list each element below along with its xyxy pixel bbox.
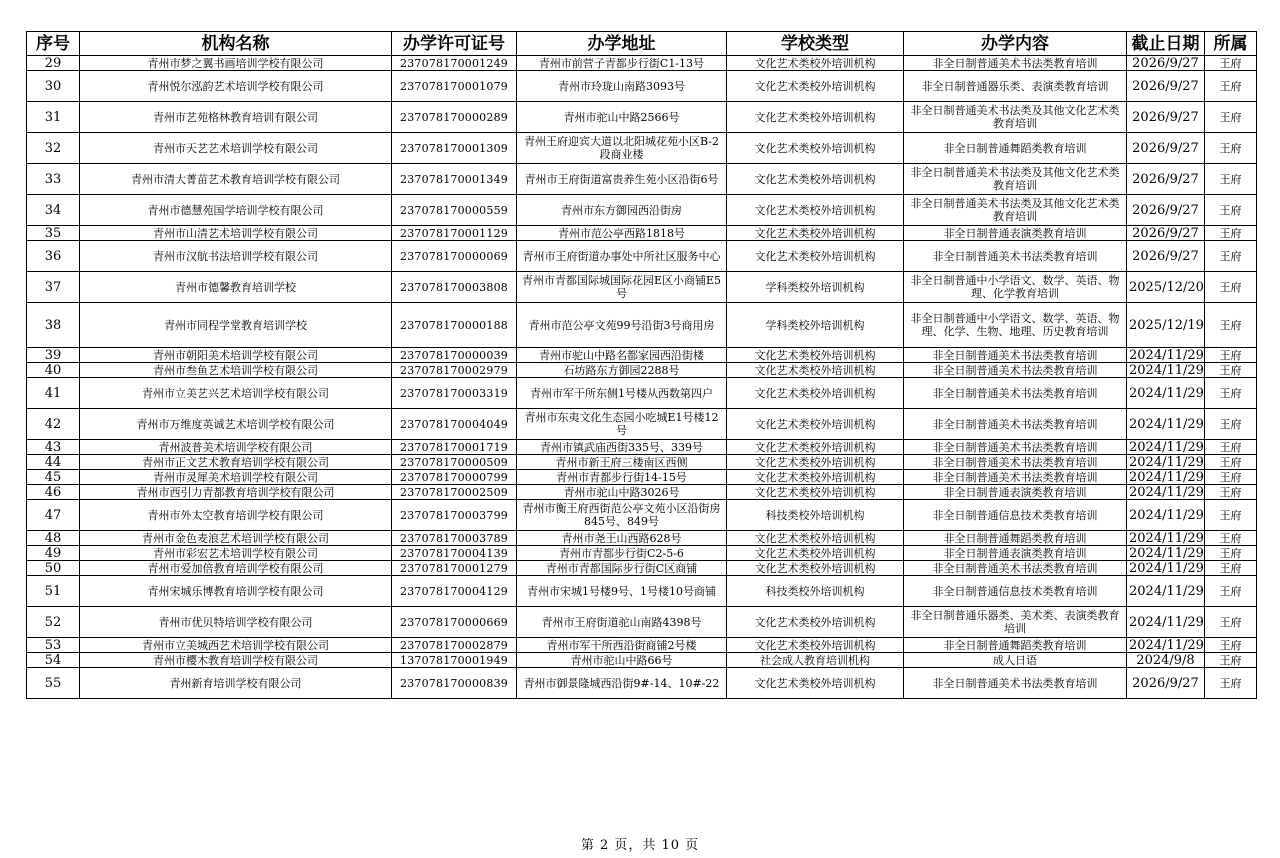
header-name: 机构名称 — [80, 32, 392, 56]
cell-seq: 38 — [27, 303, 80, 348]
cell-address: 青州市王府街道富贵养生苑小区沿街6号 — [517, 164, 727, 195]
cell-type: 科技类校外培训机构 — [727, 500, 904, 531]
cell-affiliation: 王府 — [1205, 440, 1257, 455]
table-row — [27, 485, 1257, 500]
cell-address: 青州市青都国际步行街C区商铺 — [517, 561, 727, 576]
cell-affiliation: 王府 — [1205, 71, 1257, 102]
cell-affiliation: 王府 — [1205, 164, 1257, 195]
cell-date: 2024/11/29 — [1127, 348, 1205, 363]
cell-date: 2026/9/27 — [1127, 226, 1205, 241]
table-row — [27, 440, 1257, 455]
table-row — [27, 576, 1257, 607]
cell-address: 青州市王府街道驼山南路4398号 — [517, 607, 727, 638]
cell-date: 2024/11/29 — [1127, 440, 1205, 455]
cell-date: 2024/11/29 — [1127, 378, 1205, 409]
table-row — [27, 71, 1257, 102]
cell-seq: 52 — [27, 607, 80, 638]
cell-seq: 50 — [27, 561, 80, 576]
cell-license: 237078170003319 — [392, 378, 517, 409]
cell-date: 2024/11/29 — [1127, 500, 1205, 531]
cell-license: 237078170000839 — [392, 668, 517, 699]
cell-type: 学科类校外培训机构 — [727, 303, 904, 348]
cell-type: 文化艺术类校外培训机构 — [727, 409, 904, 440]
cell-name: 青州市德慧苑国学培训学校有限公司 — [80, 195, 392, 226]
cell-address: 青州市前营子青都步行街C1-13号 — [517, 56, 727, 71]
cell-license: 237078170000188 — [392, 303, 517, 348]
cell-name: 青州市天艺艺术培训学校有限公司 — [80, 133, 392, 164]
cell-date: 2024/9/8 — [1127, 653, 1205, 668]
cell-content: 非全日制普通美术书法类教育培训 — [904, 668, 1127, 699]
cell-address: 石坊路东方御园2288号 — [517, 363, 727, 378]
cell-type: 文化艺术类校外培训机构 — [727, 638, 904, 653]
cell-type: 文化艺术类校外培训机构 — [727, 363, 904, 378]
cell-address: 青州市东夷文化生态园小吃城E1号楼12号 — [517, 409, 727, 440]
table-row — [27, 500, 1257, 531]
cell-content: 非全日制普通信息技术类教育培训 — [904, 576, 1127, 607]
header-content: 办学内容 — [904, 32, 1127, 56]
table-row — [27, 607, 1257, 638]
cell-content: 非全日制普通舞蹈类教育培训 — [904, 133, 1127, 164]
cell-address: 青州市驼山中路3026号 — [517, 485, 727, 500]
cell-content: 非全日制普通中小学语文、数学、英语、物理、化学教育培训 — [904, 272, 1127, 303]
cell-address: 青州市玲珑山南路3093号 — [517, 71, 727, 102]
cell-date: 2024/11/29 — [1127, 638, 1205, 653]
institution-table — [26, 31, 1257, 699]
cell-content: 非全日制普通美术书法类及其他文化艺术类教育培训 — [904, 195, 1127, 226]
cell-type: 文化艺术类校外培训机构 — [727, 226, 904, 241]
cell-type: 文化艺术类校外培训机构 — [727, 71, 904, 102]
cell-name: 青州市立美城西艺术培训学校有限公司 — [80, 638, 392, 653]
cell-date: 2026/9/27 — [1127, 71, 1205, 102]
cell-date: 2026/9/27 — [1127, 133, 1205, 164]
cell-name: 青州市优贝特培训学校有限公司 — [80, 607, 392, 638]
cell-seq: 43 — [27, 440, 80, 455]
cell-affiliation: 王府 — [1205, 348, 1257, 363]
cell-date: 2024/11/29 — [1127, 576, 1205, 607]
cell-type: 科技类校外培训机构 — [727, 576, 904, 607]
cell-affiliation: 王府 — [1205, 653, 1257, 668]
table-row — [27, 164, 1257, 195]
cell-type: 文化艺术类校外培训机构 — [727, 195, 904, 226]
cell-name: 青州市清大菁苗艺术教育培训学校有限公司 — [80, 164, 392, 195]
cell-license: 237078170001349 — [392, 164, 517, 195]
cell-date: 2026/9/27 — [1127, 241, 1205, 272]
cell-content: 非全日制普通美术书法类及其他文化艺术类教育培训 — [904, 164, 1127, 195]
cell-date: 2024/11/29 — [1127, 485, 1205, 500]
cell-license: 237078170004049 — [392, 409, 517, 440]
cell-name: 青州市汉航书法培训学校有限公司 — [80, 241, 392, 272]
cell-seq: 51 — [27, 576, 80, 607]
cell-name: 青州市艺苑格林教育培训有限公司 — [80, 102, 392, 133]
cell-license: 237078170004139 — [392, 546, 517, 561]
cell-name: 青州市山清艺术培训学校有限公司 — [80, 226, 392, 241]
cell-type: 文化艺术类校外培训机构 — [727, 485, 904, 500]
header-license: 办学许可证号 — [392, 32, 517, 56]
cell-date: 2024/11/29 — [1127, 561, 1205, 576]
cell-seq: 49 — [27, 546, 80, 561]
cell-name: 青州波普美术培训学校有限公司 — [80, 440, 392, 455]
cell-type: 文化艺术类校外培训机构 — [727, 607, 904, 638]
cell-seq: 30 — [27, 71, 80, 102]
cell-date: 2024/11/29 — [1127, 546, 1205, 561]
cell-date: 2026/9/27 — [1127, 102, 1205, 133]
header-affiliation: 所属 — [1205, 32, 1257, 56]
cell-name: 青州市梦之翼书画培训学校有限公司 — [80, 56, 392, 71]
cell-seq: 40 — [27, 363, 80, 378]
cell-address: 青州市驼山中路2566号 — [517, 102, 727, 133]
cell-content: 非全日制普通美术书法类教育培训 — [904, 378, 1127, 409]
table-row — [27, 241, 1257, 272]
cell-name: 青州市金色麦浪艺术培训学校有限公司 — [80, 531, 392, 546]
table-header-row — [27, 32, 1257, 56]
cell-seq: 41 — [27, 378, 80, 409]
cell-date: 2026/9/27 — [1127, 56, 1205, 71]
cell-address: 青州市镇武庙西街335号、339号 — [517, 440, 727, 455]
table-row — [27, 531, 1257, 546]
cell-content: 非全日制普通表演类教育培训 — [904, 226, 1127, 241]
cell-content: 成人日语 — [904, 653, 1127, 668]
cell-type: 文化艺术类校外培训机构 — [727, 56, 904, 71]
cell-address: 青州市衡王府西街范公亭文苑小区沿街房845号、849号 — [517, 500, 727, 531]
table-row — [27, 561, 1257, 576]
cell-content: 非全日制普通乐器类、美术类、表演类教育培训 — [904, 607, 1127, 638]
table-row — [27, 102, 1257, 133]
cell-content: 非全日制普通器乐类、表演类教育培训 — [904, 71, 1127, 102]
cell-content: 非全日制普通中小学语文、数学、英语、物理、化学、生物、地理、历史教育培训 — [904, 303, 1127, 348]
cell-type: 文化艺术类校外培训机构 — [727, 668, 904, 699]
cell-license: 237078170003789 — [392, 531, 517, 546]
cell-affiliation: 王府 — [1205, 470, 1257, 485]
header-date: 截止日期 — [1127, 32, 1205, 56]
header-seq: 序号 — [27, 32, 80, 56]
cell-license: 237078170002979 — [392, 363, 517, 378]
cell-seq: 39 — [27, 348, 80, 363]
cell-affiliation: 王府 — [1205, 409, 1257, 440]
cell-license: 237078170001309 — [392, 133, 517, 164]
cell-affiliation: 王府 — [1205, 607, 1257, 638]
cell-address: 青州市军干所西沿街商铺2号楼 — [517, 638, 727, 653]
table-row — [27, 653, 1257, 668]
cell-affiliation: 王府 — [1205, 561, 1257, 576]
table-row — [27, 363, 1257, 378]
cell-seq: 47 — [27, 500, 80, 531]
cell-name: 青州市叁鱼艺术培训学校有限公司 — [80, 363, 392, 378]
cell-affiliation: 王府 — [1205, 531, 1257, 546]
cell-content: 非全日制普通表演类教育培训 — [904, 485, 1127, 500]
cell-name: 青州市灵犀美术培训学校有限公司 — [80, 470, 392, 485]
cell-license: 237078170000069 — [392, 241, 517, 272]
cell-date: 2025/12/20 — [1127, 272, 1205, 303]
cell-seq: 53 — [27, 638, 80, 653]
cell-type: 文化艺术类校外培训机构 — [727, 531, 904, 546]
cell-seq: 48 — [27, 531, 80, 546]
cell-content: 非全日制普通美术书法类教育培训 — [904, 56, 1127, 71]
cell-affiliation: 王府 — [1205, 500, 1257, 531]
cell-license: 237078170001249 — [392, 56, 517, 71]
cell-type: 文化艺术类校外培训机构 — [727, 133, 904, 164]
cell-affiliation: 王府 — [1205, 56, 1257, 71]
table-row — [27, 303, 1257, 348]
cell-license: 237078170003799 — [392, 500, 517, 531]
cell-name: 青州市同程学堂教育培训学校 — [80, 303, 392, 348]
cell-address: 青州市东方御园西沿街房 — [517, 195, 727, 226]
cell-date: 2024/11/29 — [1127, 531, 1205, 546]
cell-type: 文化艺术类校外培训机构 — [727, 546, 904, 561]
cell-license: 237078170000039 — [392, 348, 517, 363]
cell-date: 2026/9/27 — [1127, 668, 1205, 699]
cell-content: 非全日制普通美术书法类及其他文化艺术类教育培训 — [904, 102, 1127, 133]
cell-license: 237078170004129 — [392, 576, 517, 607]
cell-license: 137078170001949 — [392, 653, 517, 668]
cell-affiliation: 王府 — [1205, 363, 1257, 378]
cell-date: 2026/9/27 — [1127, 164, 1205, 195]
table-row — [27, 272, 1257, 303]
cell-seq: 36 — [27, 241, 80, 272]
cell-affiliation: 王府 — [1205, 102, 1257, 133]
cell-license: 237078170000559 — [392, 195, 517, 226]
table-row — [27, 546, 1257, 561]
cell-affiliation: 王府 — [1205, 485, 1257, 500]
table-row — [27, 56, 1257, 71]
cell-content: 非全日制普通美术书法类教育培训 — [904, 363, 1127, 378]
cell-content: 非全日制普通美术书法类教育培训 — [904, 409, 1127, 440]
cell-type: 文化艺术类校外培训机构 — [727, 470, 904, 485]
cell-affiliation: 王府 — [1205, 378, 1257, 409]
cell-date: 2024/11/29 — [1127, 607, 1205, 638]
cell-date: 2026/9/27 — [1127, 195, 1205, 226]
cell-address: 青州市范公亭西路1818号 — [517, 226, 727, 241]
cell-affiliation: 王府 — [1205, 195, 1257, 226]
table-row — [27, 378, 1257, 409]
cell-date: 2024/11/29 — [1127, 363, 1205, 378]
cell-license: 237078170002509 — [392, 485, 517, 500]
cell-affiliation: 王府 — [1205, 272, 1257, 303]
table-row — [27, 226, 1257, 241]
cell-name: 青州市樱木教育培训学校有限公司 — [80, 653, 392, 668]
cell-content: 非全日制普通美术书法类教育培训 — [904, 561, 1127, 576]
cell-content: 非全日制普通表演类教育培训 — [904, 546, 1127, 561]
cell-type: 文化艺术类校外培训机构 — [727, 455, 904, 470]
cell-seq: 45 — [27, 470, 80, 485]
cell-affiliation: 王府 — [1205, 226, 1257, 241]
cell-name: 青州宋城乐博教育培训学校有限公司 — [80, 576, 392, 607]
cell-date: 2024/11/29 — [1127, 455, 1205, 470]
cell-seq: 29 — [27, 56, 80, 71]
cell-date: 2024/11/29 — [1127, 409, 1205, 440]
cell-type: 文化艺术类校外培训机构 — [727, 348, 904, 363]
cell-type: 社会成人教育培训机构 — [727, 653, 904, 668]
cell-license: 237078170000669 — [392, 607, 517, 638]
cell-seq: 31 — [27, 102, 80, 133]
cell-seq: 32 — [27, 133, 80, 164]
cell-address: 青州市青都步行街14-15号 — [517, 470, 727, 485]
cell-seq: 37 — [27, 272, 80, 303]
cell-content: 非全日制普通美术书法类教育培训 — [904, 455, 1127, 470]
cell-seq: 55 — [27, 668, 80, 699]
cell-type: 文化艺术类校外培训机构 — [727, 102, 904, 133]
cell-address: 青州市青都国际城国际花园E区小商铺E5号 — [517, 272, 727, 303]
cell-seq: 34 — [27, 195, 80, 226]
cell-seq: 35 — [27, 226, 80, 241]
cell-name: 青州悦尔泓韵艺术培训学校有限公司 — [80, 71, 392, 102]
table-row — [27, 409, 1257, 440]
cell-type: 文化艺术类校外培训机构 — [727, 164, 904, 195]
cell-license: 237078170001129 — [392, 226, 517, 241]
table-row — [27, 470, 1257, 485]
cell-name: 青州市爱加倍教育培训学校有限公司 — [80, 561, 392, 576]
cell-address: 青州市尧王山西路628号 — [517, 531, 727, 546]
table-row — [27, 195, 1257, 226]
cell-affiliation: 王府 — [1205, 546, 1257, 561]
cell-content: 非全日制普通舞蹈类教育培训 — [904, 531, 1127, 546]
cell-content: 非全日制普通美术书法类教育培训 — [904, 348, 1127, 363]
header-type: 学校类型 — [727, 32, 904, 56]
cell-seq: 44 — [27, 455, 80, 470]
cell-address: 青州市军干所东侧1号楼从西数第四户 — [517, 378, 727, 409]
cell-license: 237078170000289 — [392, 102, 517, 133]
cell-address: 青州市宋城1号楼9号、1号楼10号商铺 — [517, 576, 727, 607]
cell-license: 237078170002879 — [392, 638, 517, 653]
cell-license: 237078170003808 — [392, 272, 517, 303]
cell-affiliation: 王府 — [1205, 576, 1257, 607]
cell-address: 青州市范公亭文苑99号沿街3号商用房 — [517, 303, 727, 348]
table-row — [27, 348, 1257, 363]
cell-affiliation: 王府 — [1205, 455, 1257, 470]
cell-license: 237078170000799 — [392, 470, 517, 485]
cell-name: 青州市外太空教育培训学校有限公司 — [80, 500, 392, 531]
header-address: 办学地址 — [517, 32, 727, 56]
cell-address: 青州市青都步行街C2-5-6 — [517, 546, 727, 561]
cell-content: 非全日制普通美术书法类教育培训 — [904, 241, 1127, 272]
table-row — [27, 668, 1257, 699]
cell-name: 青州市朝阳美术培训学校有限公司 — [80, 348, 392, 363]
cell-license: 237078170001079 — [392, 71, 517, 102]
page-footer: 第 2 页，共 10 页 — [580, 838, 700, 853]
cell-content: 非全日制普通美术书法类教育培训 — [904, 470, 1127, 485]
cell-seq: 46 — [27, 485, 80, 500]
cell-type: 文化艺术类校外培训机构 — [727, 440, 904, 455]
cell-date: 2024/11/29 — [1127, 470, 1205, 485]
cell-type: 文化艺术类校外培训机构 — [727, 378, 904, 409]
cell-type: 文化艺术类校外培训机构 — [727, 561, 904, 576]
cell-seq: 33 — [27, 164, 80, 195]
cell-name: 青州市西引力青都教育培训学校有限公司 — [80, 485, 392, 500]
table-row — [27, 133, 1257, 164]
cell-address: 青州市驼山中路66号 — [517, 653, 727, 668]
cell-content: 非全日制普通美术书法类教育培训 — [904, 440, 1127, 455]
table-row — [27, 638, 1257, 653]
cell-content: 非全日制普通舞蹈类教育培训 — [904, 638, 1127, 653]
cell-type: 文化艺术类校外培训机构 — [727, 241, 904, 272]
table-row — [27, 455, 1257, 470]
cell-affiliation: 王府 — [1205, 133, 1257, 164]
cell-affiliation: 王府 — [1205, 241, 1257, 272]
cell-date: 2025/12/19 — [1127, 303, 1205, 348]
table-body — [27, 56, 1257, 699]
cell-name: 青州市彩宏艺术培训学校有限公司 — [80, 546, 392, 561]
cell-name: 青州市正文艺术教育培训学校有限公司 — [80, 455, 392, 470]
cell-type: 学科类校外培训机构 — [727, 272, 904, 303]
cell-name: 青州新育培训学校有限公司 — [80, 668, 392, 699]
cell-affiliation: 王府 — [1205, 668, 1257, 699]
cell-address: 青州王府迎宾大道以北阳城花苑小区B-2段商业楼 — [517, 133, 727, 164]
cell-license: 237078170001279 — [392, 561, 517, 576]
cell-content: 非全日制普通信息技术类教育培训 — [904, 500, 1127, 531]
cell-address: 青州市御景隆城西沿街9#-14、10#-22 — [517, 668, 727, 699]
cell-address: 青州市王府街道办事处中所社区服务中心 — [517, 241, 727, 272]
cell-name: 青州市万维度英诚艺术培训学校有限公司 — [80, 409, 392, 440]
cell-address: 青州市驼山中路名都家园西沿街楼 — [517, 348, 727, 363]
cell-seq: 42 — [27, 409, 80, 440]
cell-license: 237078170000509 — [392, 455, 517, 470]
cell-affiliation: 王府 — [1205, 303, 1257, 348]
cell-license: 237078170001719 — [392, 440, 517, 455]
cell-affiliation: 王府 — [1205, 638, 1257, 653]
cell-address: 青州市新王府三楼南区西侧 — [517, 455, 727, 470]
cell-seq: 54 — [27, 653, 80, 668]
cell-name: 青州市德馨教育培训学校 — [80, 272, 392, 303]
cell-name: 青州市立美艺兴艺术培训学校有限公司 — [80, 378, 392, 409]
